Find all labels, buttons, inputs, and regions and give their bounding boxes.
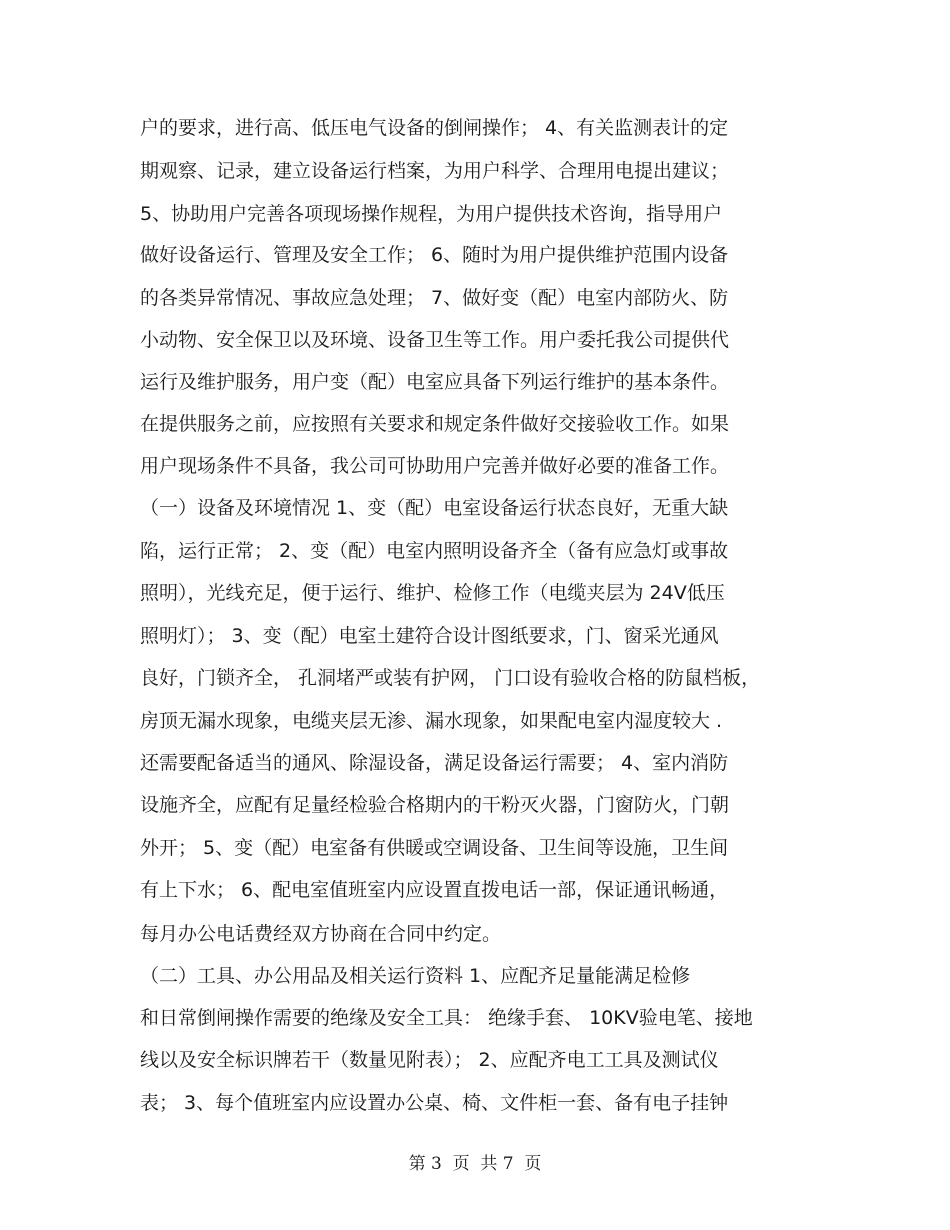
body-text-line: 期观察、记录，建立设备运行档案，为用户科学、合理用电提出建议； [140, 160, 730, 182]
body-text-line: 照明），光线充足，便于运行、维护、检修工作（电缆夹层为 24V低压 [140, 582, 725, 604]
body-text-line: 做好设备运行、管理及安全工作； 6、随时为用户提供维护范围内设备 [140, 244, 729, 266]
body-text-line: 小动物、安全保卫以及环境、设备卫生等工作。用户委托我公司提供代 [140, 329, 730, 351]
body-text-line: 房顶无漏水现象，电缆夹层无渗、漏水现象，如果配电室内湿度较大 . [140, 710, 723, 732]
body-text-line: 在提供服务之前，应按照有关要求和规定条件做好交接验收工作。如果 [140, 413, 730, 435]
page-number-footer: 第 3 页 共 7 页 [408, 1154, 542, 1174]
body-text-line: 良好，门锁齐全， 孔洞堵严或装有护网， 门口设有验收合格的防鼠档板， [140, 667, 761, 689]
body-text-line: 设施齐全，应配有足量经检验合格期内的干粉灭火器，门窗防火，门朝 [140, 794, 730, 816]
body-text-line: 外开； 5、变（配）电室备有供暖或空调设备、卫生间等设施，卫生间 [140, 837, 729, 859]
section-heading-line: （二）工具、办公用品及相关运行资料 1、应配齐足量能满足检修 [140, 965, 691, 987]
body-text-line: 用户现场条件不具备，我公司可协助用户完善并做好必要的准备工作。 [140, 455, 730, 477]
body-text-line: 表； 3、每个值班室内应设置办公桌、椅、文件柜一套、备有电子挂钟 [140, 1092, 729, 1114]
body-text-line: 陷，运行正常； 2、变（配）电室内照明设备齐全（备有应急灯或事故 [140, 540, 729, 562]
body-text-line: 线以及安全标识牌若干（数量见附表）； 2、应配齐电工工具及测试仪 [140, 1049, 719, 1071]
body-text-line: 还需要配备适当的通风、除湿设备，满足设备运行需要； 4、室内消防 [140, 752, 729, 774]
body-text-line: 的各类异常情况、事故应急处理； 7、做好变（配）电室内部防火、防 [140, 287, 729, 309]
body-text-line: 户的要求，进行高、低压电气设备的倒闸操作； 4、有关监测表计的定 [140, 117, 729, 139]
body-text-line: 照明灯）； 3、变（配）电室土建符合设计图纸要求，门、窗采光通风 [140, 625, 719, 647]
body-text-line: 每月办公电话费经双方协商在合同中约定。 [140, 923, 502, 945]
body-text-line: 有上下水； 6、配电室值班室内应设置直拨电话一部，保证通讯畅通， [140, 879, 729, 901]
body-text-line: 5、协助用户完善各项现场操作规程，为用户提供技术咨询，指导用户 [140, 203, 723, 225]
section-heading-line: （一）设备及环境情况 1、变（配）电室设备运行状态良好，无重大缺 [140, 497, 729, 519]
body-text-line: 和日常倒闸操作需要的绝缘及安全工具： 绝缘手套、 10KV验电笔、接地 [140, 1007, 753, 1029]
body-text-line: 运行及维护服务，用户变（配）电室应具备下列运行维护的基本条件。 [140, 371, 730, 393]
